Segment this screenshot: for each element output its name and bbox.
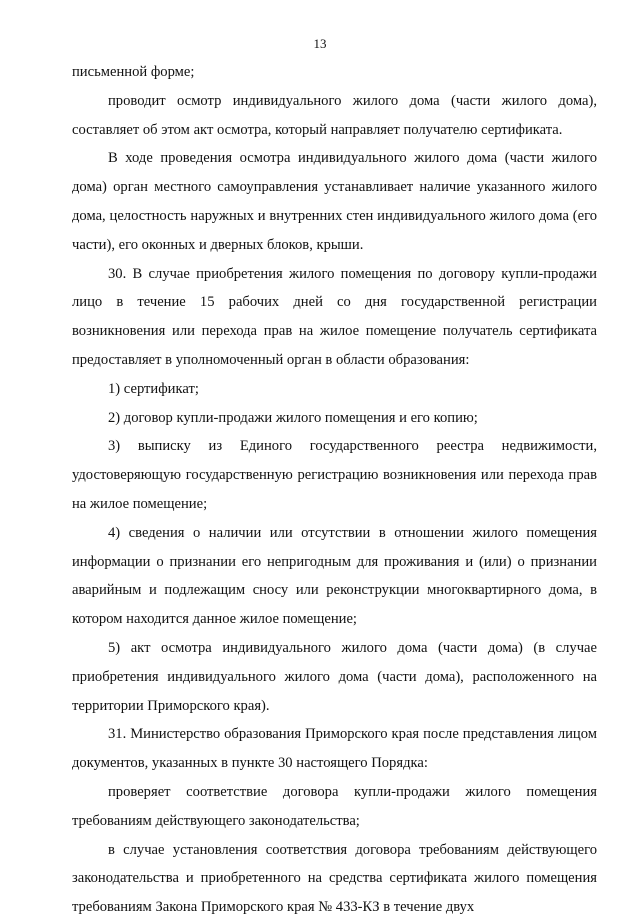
paragraph-2: проводит осмотр индивидуального жилого дома (части жилого дома), составляет об этом акт осмотра, который направляет получателю сертификата. xyxy=(72,92,597,138)
document-body xyxy=(72,58,597,922)
paragraph-4: 30. В случае приобретения жилого помещения по договору купли-продажи лицо в течение 15 рабочих дней со дня государственной регистрации возникновения или перехода прав на жилое помещение получатель сертификата предоставляет в уполномоченный орган в области образования: xyxy=(72,265,597,368)
paragraph-12: в случае установления соответствия договора требованиям действующего законодательства и приобретенного на средства сертификата жилого помещения требованиям Закона Приморского края № 433-КЗ в течение двух xyxy=(72,841,597,916)
paragraph-3: В ходе проведения осмотра индивидуального жилого дома (части жилого дома) орган местного самоуправления устанавливает наличие указанного жилого дома, целостность наружных и внутренних стен индивидуального жилого дома (его части), его оконных и дверных блоков, крыши. xyxy=(72,150,597,253)
paragraph-11: проверяет соответствие договора купли-продажи жилого помещения требованиям действующего законодательства; xyxy=(72,783,597,829)
paragraph-6: 2) договор купли-продажи жилого помещения и его копию; xyxy=(108,409,478,426)
paragraph-9: 5) акт осмотра индивидуального жилого дома (части дома) (в случае приобретения индивидуального жилого дома (части дома), расположенного на территории Приморского края). xyxy=(72,639,597,714)
paragraph-10: 31. Министерство образования Приморского края после представления лицом документов, указанных в пункте 30 настоящего Порядка: xyxy=(72,726,597,772)
page-number: 13 xyxy=(313,36,327,51)
paragraph-8: 4) сведения о наличии или отсутствии в отношении жилого помещения информации о признании его непригодным для проживания и (или) о признании аварийным и подлежащим сносу или реконструкции многоквартирного дома, в котором находится данное жилое помещение; xyxy=(72,524,597,628)
paragraph-7: 3) выписку из Единого государственного реестра недвижимости, удостоверяющую государственную регистрацию возникновения или перехода прав на жилое помещение; xyxy=(72,438,597,512)
paragraph-1: письменной форме; xyxy=(72,64,195,80)
paragraph-5: 1) сертификат; xyxy=(108,380,199,397)
